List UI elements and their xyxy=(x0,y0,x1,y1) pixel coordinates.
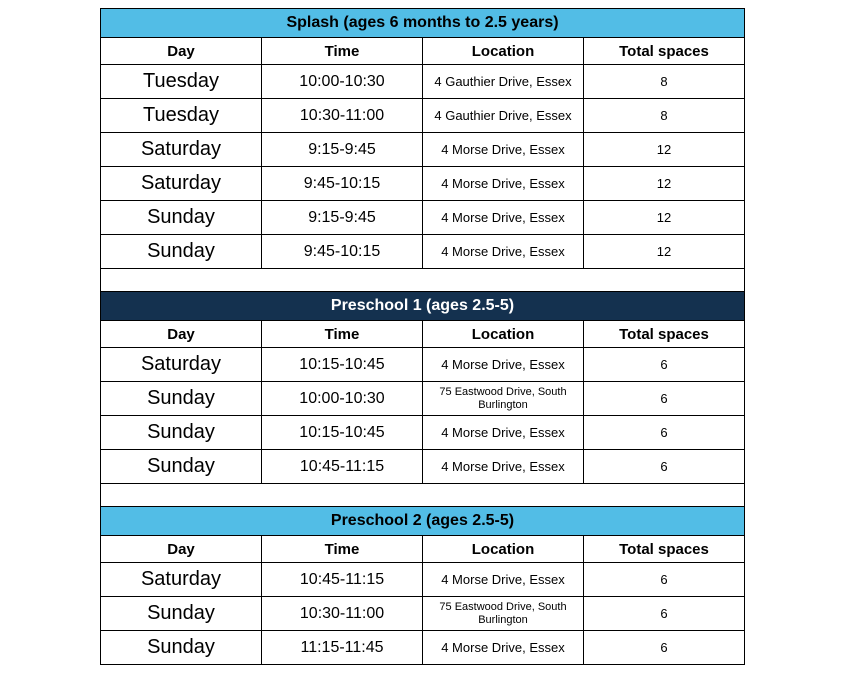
cell-time: 10:15-10:45 xyxy=(262,348,423,382)
location-line: 4 Morse Drive, Essex xyxy=(441,572,565,587)
table-row xyxy=(101,99,745,133)
location-line: 4 Morse Drive, Essex xyxy=(441,142,565,157)
table-row xyxy=(101,167,745,201)
header-location: Location xyxy=(423,536,584,563)
cell-day: Sunday xyxy=(101,235,262,269)
section-title-row xyxy=(101,292,745,321)
cell-time: 10:15-10:45 xyxy=(262,416,423,450)
cell-time: 9:15-9:45 xyxy=(262,133,423,167)
spacer-cell xyxy=(101,269,745,292)
cell-day: Sunday xyxy=(101,450,262,484)
cell-total-spaces: 12 xyxy=(584,133,745,167)
cell-time: 10:30-11:00 xyxy=(262,597,423,631)
table-row xyxy=(101,631,745,665)
column-header-row xyxy=(101,38,745,65)
cell-total-spaces: 6 xyxy=(584,416,745,450)
cell-time: 10:00-10:30 xyxy=(262,65,423,99)
location-line: 4 Morse Drive, Essex xyxy=(441,459,565,474)
column-header-row xyxy=(101,321,745,348)
cell-total-spaces: 12 xyxy=(584,167,745,201)
cell-total-spaces: 6 xyxy=(584,631,745,665)
cell-time: 9:45-10:15 xyxy=(262,167,423,201)
header-day: Day xyxy=(101,536,262,563)
table-row xyxy=(101,235,745,269)
table-row xyxy=(101,133,745,167)
cell-time: 10:00-10:30 xyxy=(262,382,423,416)
location-line: Burlington xyxy=(478,398,528,411)
cell-total-spaces: 6 xyxy=(584,563,745,597)
table-row xyxy=(101,597,745,631)
table-row xyxy=(101,416,745,450)
section-title: Splash (ages 6 months to 2.5 years) xyxy=(101,9,745,38)
cell-day: Sunday xyxy=(101,597,262,631)
cell-location xyxy=(423,99,584,133)
location-line: 4 Morse Drive, Essex xyxy=(441,425,565,440)
table-row xyxy=(101,382,745,416)
schedule-body xyxy=(101,9,745,665)
cell-day: Tuesday xyxy=(101,99,262,133)
column-header-row xyxy=(101,536,745,563)
location-line: 4 Gauthier Drive, Essex xyxy=(434,74,572,89)
cell-day: Saturday xyxy=(101,167,262,201)
cell-total-spaces: 6 xyxy=(584,348,745,382)
cell-location xyxy=(423,133,584,167)
cell-time: 10:45-11:15 xyxy=(262,563,423,597)
section-title-row xyxy=(101,507,745,536)
section-title-row xyxy=(101,9,745,38)
header-location: Location xyxy=(423,321,584,348)
header-time: Time xyxy=(262,321,423,348)
header-day: Day xyxy=(101,321,262,348)
cell-day: Saturday xyxy=(101,133,262,167)
cell-total-spaces: 8 xyxy=(584,65,745,99)
table-row xyxy=(101,201,745,235)
header-total-spaces: Total spaces xyxy=(584,536,745,563)
cell-location xyxy=(423,235,584,269)
location-line: 4 Gauthier Drive, Essex xyxy=(434,108,572,123)
cell-day: Saturday xyxy=(101,348,262,382)
cell-time: 9:45-10:15 xyxy=(262,235,423,269)
cell-day: Tuesday xyxy=(101,65,262,99)
spacer-cell xyxy=(101,484,745,507)
cell-location xyxy=(423,348,584,382)
cell-total-spaces: 12 xyxy=(584,235,745,269)
section-title: Preschool 2 (ages 2.5-5) xyxy=(101,507,745,536)
section-spacer xyxy=(101,484,745,507)
header-total-spaces: Total spaces xyxy=(584,321,745,348)
cell-location xyxy=(423,167,584,201)
cell-time: 9:15-9:45 xyxy=(262,201,423,235)
cell-location xyxy=(423,201,584,235)
cell-day: Sunday xyxy=(101,201,262,235)
cell-day: Sunday xyxy=(101,416,262,450)
table-row xyxy=(101,450,745,484)
cell-location xyxy=(423,65,584,99)
location-line: 4 Morse Drive, Essex xyxy=(441,244,565,259)
location-line: 4 Morse Drive, Essex xyxy=(441,210,565,225)
cell-day: Sunday xyxy=(101,382,262,416)
cell-location xyxy=(423,563,584,597)
cell-location xyxy=(423,597,584,631)
cell-total-spaces: 12 xyxy=(584,201,745,235)
schedule-table xyxy=(100,8,745,665)
location-line: 4 Morse Drive, Essex xyxy=(441,176,565,191)
header-time: Time xyxy=(262,38,423,65)
table-row xyxy=(101,65,745,99)
cell-day: Sunday xyxy=(101,631,262,665)
cell-time: 10:30-11:00 xyxy=(262,99,423,133)
cell-location xyxy=(423,382,584,416)
cell-location xyxy=(423,631,584,665)
location-line: Burlington xyxy=(478,613,528,626)
header-time: Time xyxy=(262,536,423,563)
header-total-spaces: Total spaces xyxy=(584,38,745,65)
section-spacer xyxy=(101,269,745,292)
location-line: 75 Eastwood Drive, South xyxy=(439,385,567,398)
cell-total-spaces: 6 xyxy=(584,382,745,416)
table-row xyxy=(101,563,745,597)
location-line: 4 Morse Drive, Essex xyxy=(441,640,565,655)
cell-location xyxy=(423,416,584,450)
header-day: Day xyxy=(101,38,262,65)
cell-time: 10:45-11:15 xyxy=(262,450,423,484)
cell-total-spaces: 8 xyxy=(584,99,745,133)
location-line: 75 Eastwood Drive, South xyxy=(439,600,567,613)
section-title: Preschool 1 (ages 2.5-5) xyxy=(101,292,745,321)
header-location: Location xyxy=(423,38,584,65)
cell-location xyxy=(423,450,584,484)
location-line: 4 Morse Drive, Essex xyxy=(441,357,565,372)
cell-total-spaces: 6 xyxy=(584,597,745,631)
cell-total-spaces: 6 xyxy=(584,450,745,484)
table-row xyxy=(101,348,745,382)
cell-time: 11:15-11:45 xyxy=(262,631,423,665)
cell-day: Saturday xyxy=(101,563,262,597)
